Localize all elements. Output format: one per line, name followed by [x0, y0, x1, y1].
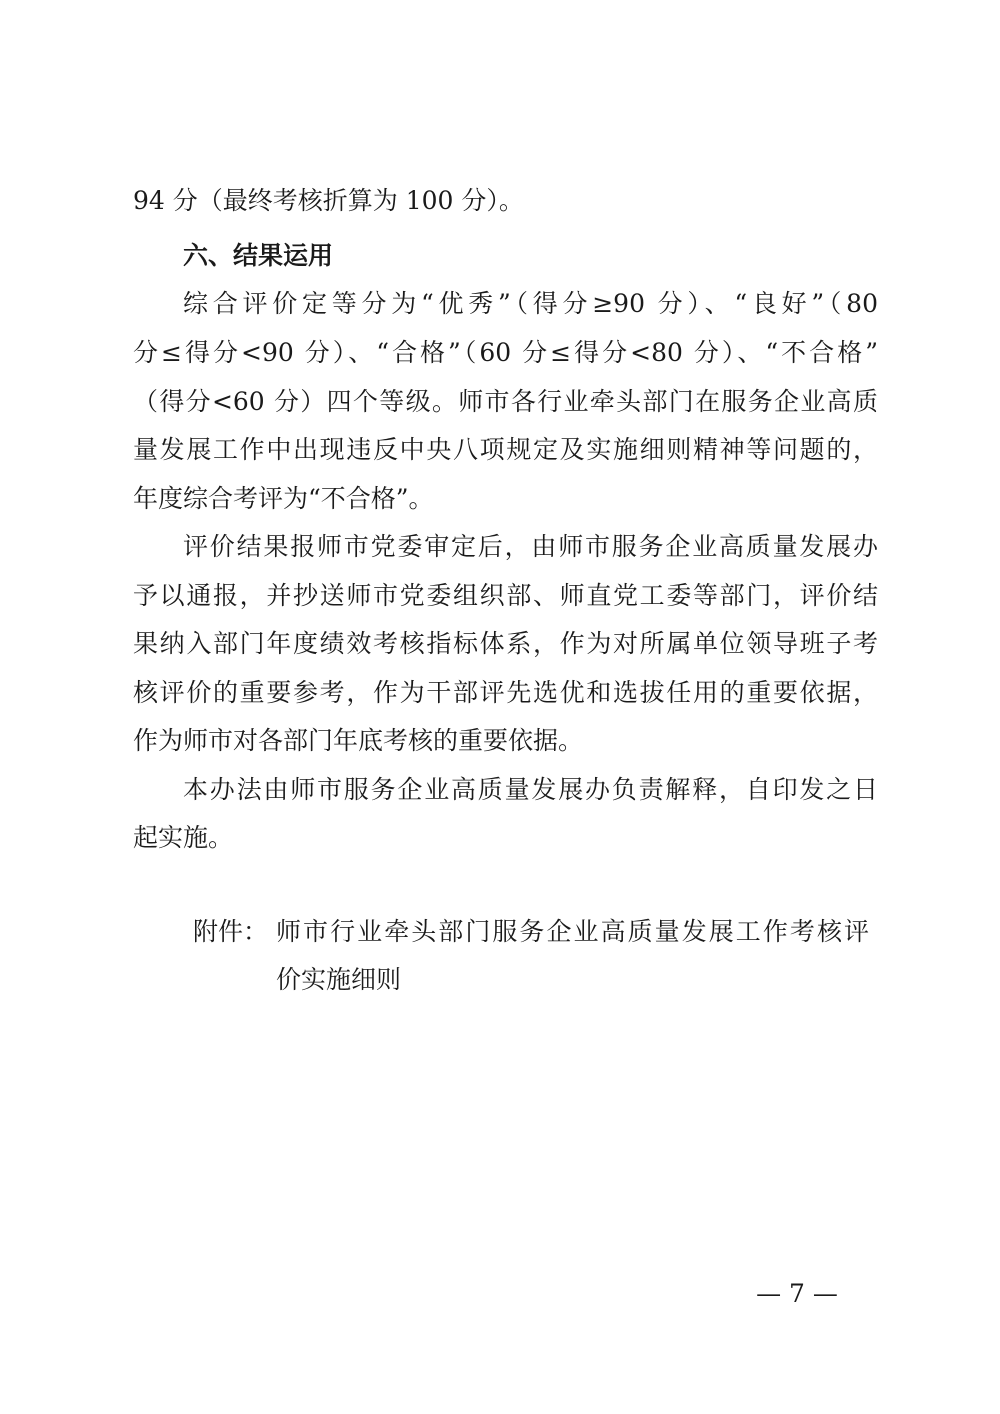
paragraph-line: 94 分（最终考核折算为 100 分）。 — [133, 186, 524, 215]
paragraph-line: 分≤得分<90 分）、“合格”（60 分≤得分<80 分）、“不合格” — [133, 338, 878, 367]
paragraph-line: 作为师市对各部门年底考核的重要依据。 — [133, 726, 584, 755]
paragraph-line: 量发展工作中出现违反中央八项规定及实施细则精神等问题的， — [133, 435, 878, 464]
attachment-title-line: 价实施细则 — [276, 965, 402, 994]
paragraph-line: 本办法由师市服务企业高质量发展办负责解释，自印发之日 — [183, 775, 878, 804]
paragraph-line: 起实施。 — [133, 823, 234, 852]
paragraph-line: （得分<60 分）四个等级。师市各行业牵头部门在服务企业高质 — [133, 387, 878, 416]
paragraph-line: 综合评价定等分为“优秀”（得分≥90 分）、“良好”（80 — [183, 289, 878, 318]
page-number: — 7 — — [756, 1279, 838, 1308]
attachment-title-line: 师市行业牵头部门服务企业高质量发展工作考核评 — [276, 917, 869, 946]
attachment-label: 附件： — [193, 917, 269, 946]
paragraph-line: 核评价的重要参考，作为干部评先选优和选拔任用的重要依据， — [133, 678, 878, 707]
paragraph-line: 评价结果报师市党委审定后，由师市服务企业高质量发展办 — [183, 532, 878, 561]
section-heading: 六、结果运用 — [183, 241, 334, 270]
paragraph-line: 予以通报，并抄送师市党委组织部、师直党工委等部门，评价结 — [133, 581, 878, 610]
paragraph-line: 年度综合考评为“不合格”。 — [133, 484, 434, 513]
paragraph-line: 果纳入部门年度绩效考核指标体系，作为对所属单位领导班子考 — [133, 629, 878, 658]
